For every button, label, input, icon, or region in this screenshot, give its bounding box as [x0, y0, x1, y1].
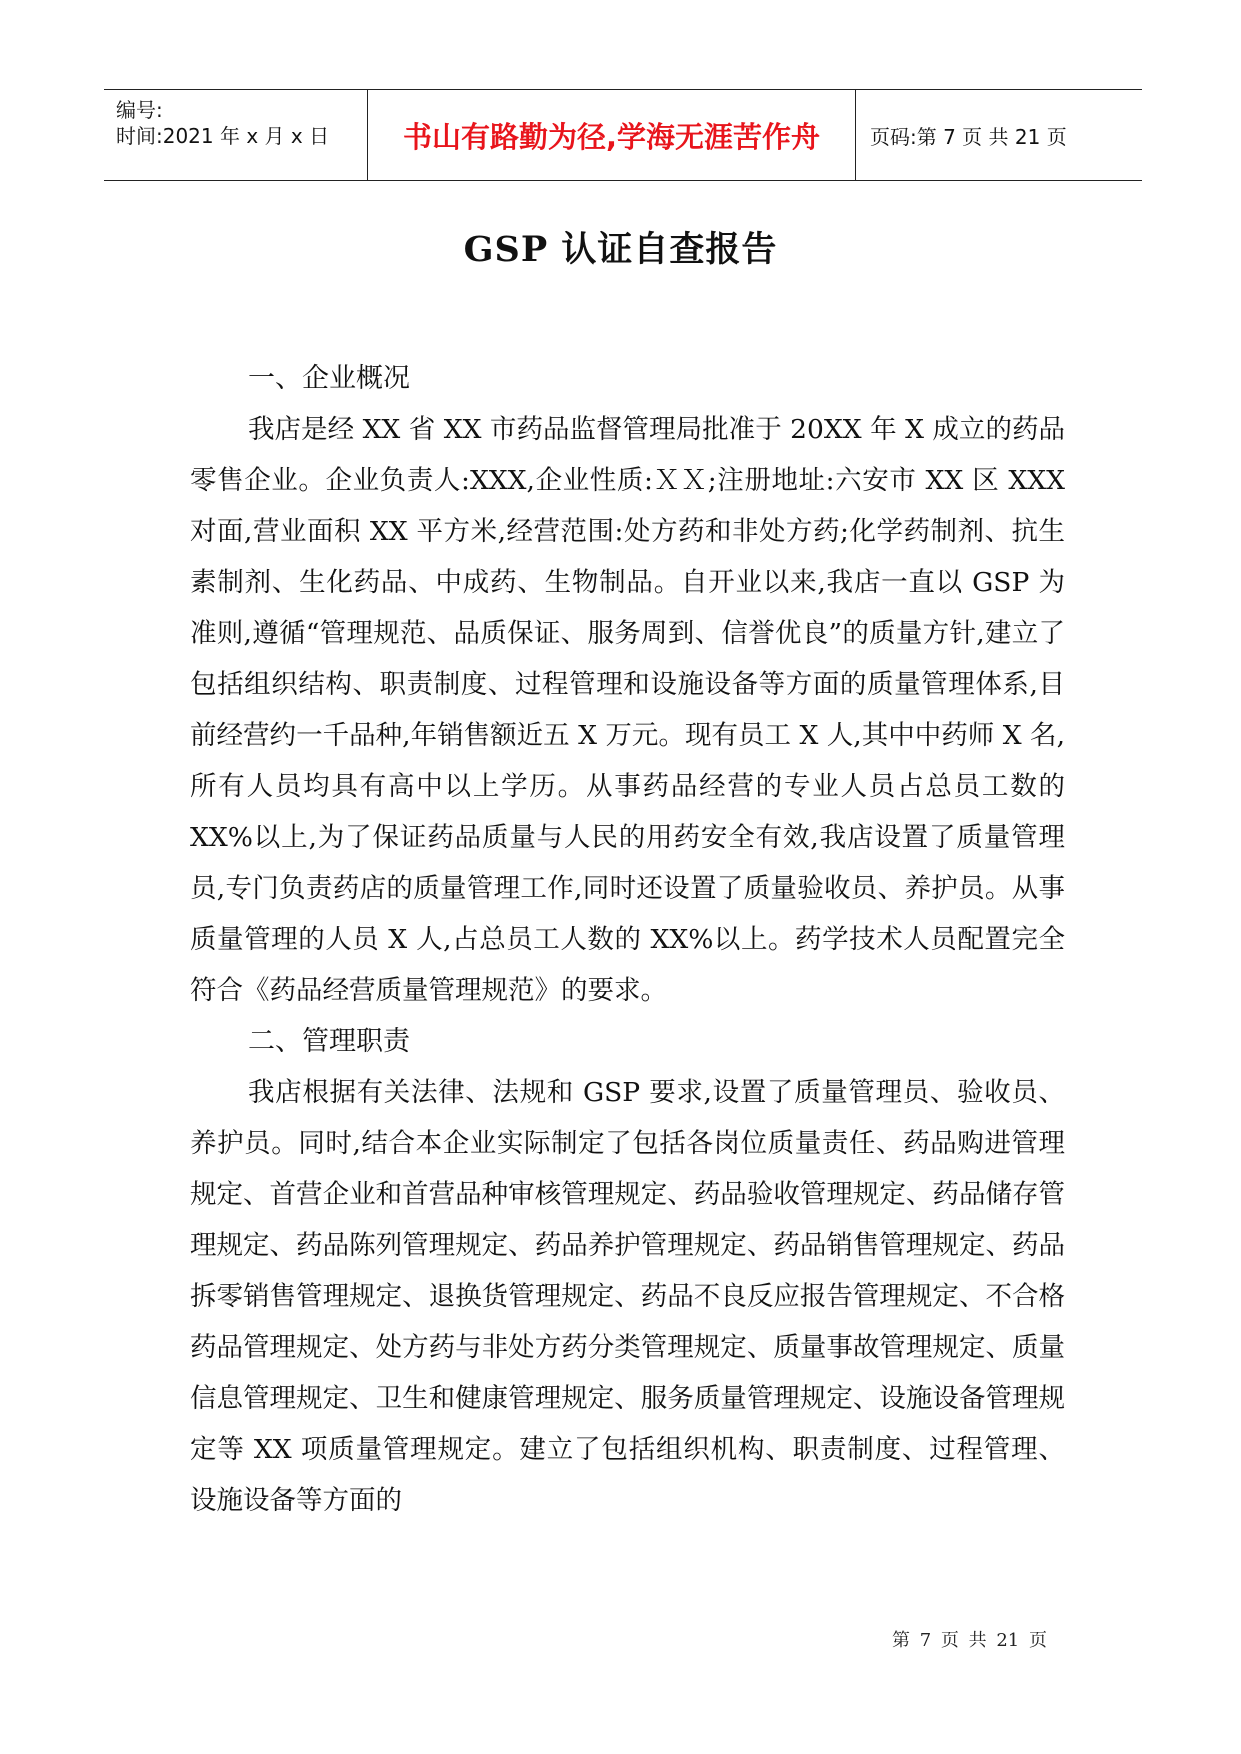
- document-time-label: 时间:2021 年 x 月 x 日: [116, 124, 330, 148]
- document-number-label: 编号:: [116, 98, 163, 122]
- section-heading-overview: 一、企业概况: [248, 363, 410, 394]
- header-page-info: 页码:第 7 页 共 21 页: [870, 124, 1067, 149]
- section-paragraph-responsibilities: 我店根据有关法律、法规和 GSP 要求,设置了质量管理员、验收员、养护员。同时,结合本企业实际制定了包括各岗位质量责任、药品购进管理规定、首营企业和首营品种审核管理规定、药品验收管理规定、药品储存管理规定、药品陈列管理规定、药品养护管理规定、药品销售管理规定、药品拆零销售管理规定、退换货管理规定、药品不良反应报告管理规定、不合格药品管理规定、处方药与非处方药分类管理规定、质量事故管理规定、质量信息管理规定、卫生和健康管理规定、服务质量管理规定、设施设备管理规定等 XX 项质量管理规定。建立了包括组织机构、职责制度、过程管理、设施设备等方面的: [190, 1077, 1065, 1516]
- section-paragraph-overview: 我店是经 XX 省 XX 市药品监督管理局批准于 20XX 年 X 成立的药品零售企业。企业负责人:XXX,企业性质:ＸＸ;注册地址:六安市 XX 区 XXX 对面,营业面积 XX 平方米,经营范围:处方药和非处方药;化学药制剂、抗生素制剂、生化药品、中成药、生物制品。自开业以来,我店一直以 GSP 为准则,遵循“管理规范、品质保证、服务周到、信誉优良”的质量方针,建立了包括组织结构、职责制度、过程管理和设施设备等方面的质量管理体系,目前经营约一千品种,年销售额近五 X 万元。现有员工 X 人,其中中药师 X 名,所有人员均具有高中以上学历。从事药品经营的专业人员占总员工数的 XX%以上,为了保证药品质量与人民的用药安全有效,我店设置了质量管理员,专门负责药店的质量管理工作,同时还设置了质量验收员、养护员。从事质量管理的人员 X 人,占总员工人数的 XX%以上。药学技术人员配置完全符合《药品经营质量管理规范》的要求。: [190, 414, 1065, 1006]
- header-meta-cell: [104, 90, 368, 180]
- page-footer: 第 7 页 共 21 页: [892, 1630, 1047, 1651]
- header-motto: 书山有路勤为径,学海无涯苦作舟: [368, 90, 856, 180]
- page-header: [104, 89, 1142, 181]
- document-body: [190, 353, 1065, 1526]
- document-title: GSP 认证自查报告: [463, 229, 778, 270]
- section-heading-responsibilities: 二、管理职责: [248, 1026, 410, 1057]
